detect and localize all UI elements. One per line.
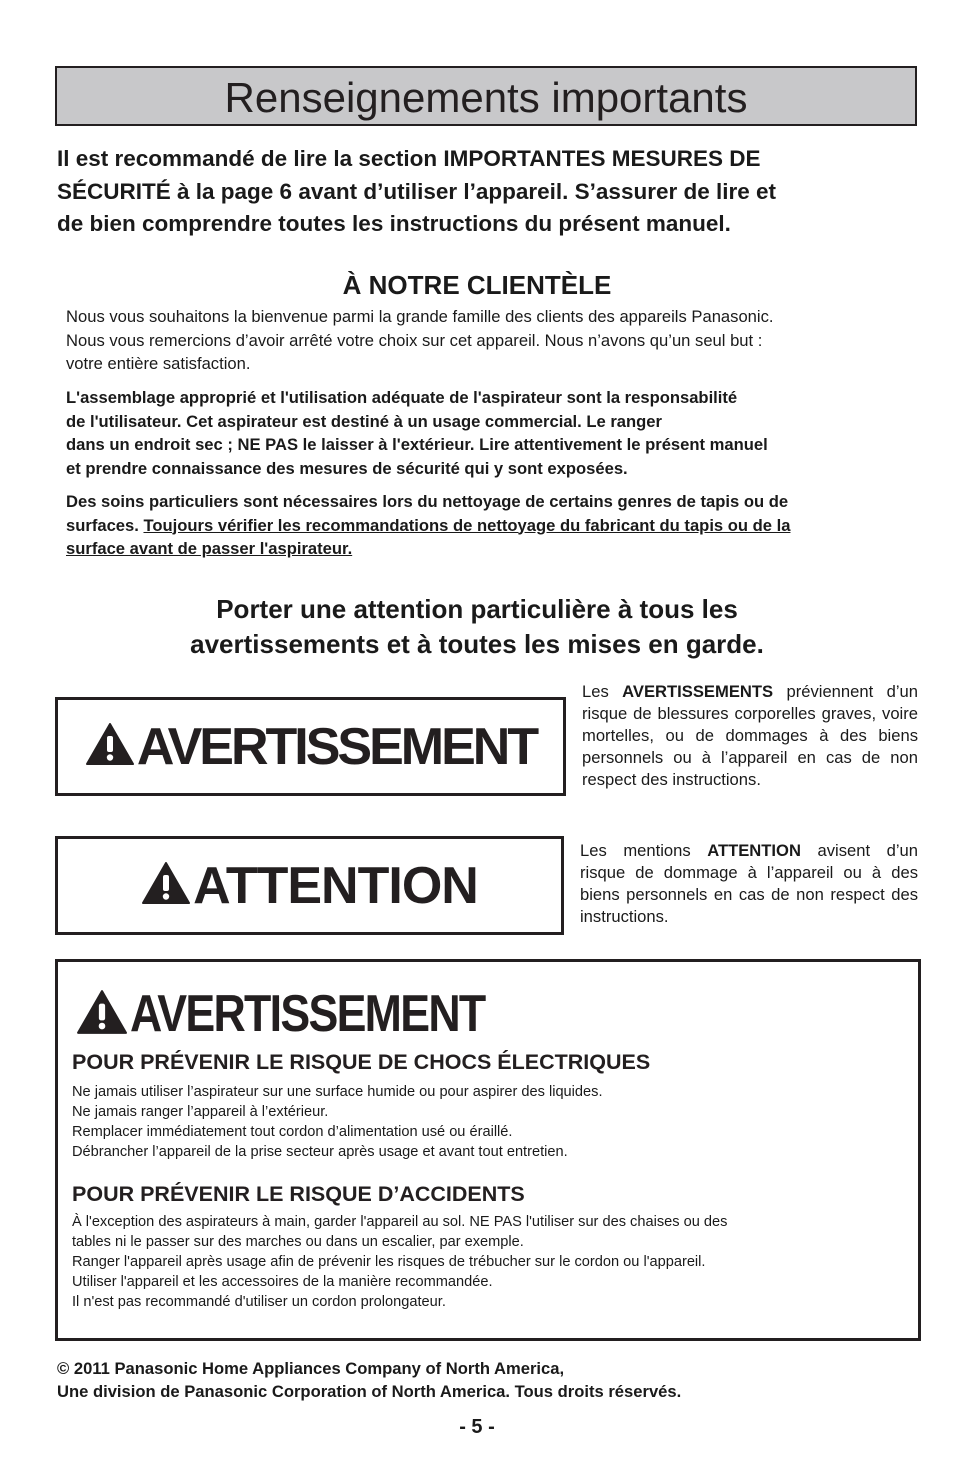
warning-description — [582, 681, 918, 791]
accidents-item: À l'exception des aspirateurs à main, garder l'appareil au sol. NE PAS l'utiliser sur des chaises ou des — [72, 1214, 728, 1230]
warning-desc-bold: AVERTISSEMENTS — [622, 682, 774, 701]
safety-warning-box — [55, 959, 921, 1341]
clientele-heading: À NOTRE CLIENTÈLE — [342, 270, 612, 300]
warning-sign-word: AVERTISSEMENT — [136, 717, 537, 776]
attention-heading — [0, 592, 954, 662]
warning-triangle-icon — [85, 722, 135, 771]
intro-line: Il est recommandé de lire la section IMPORTANTES MESURES DE — [57, 146, 761, 171]
assembly-line: L'assemblage approprié et l'utilisation adéquate de l'aspirateur sont la responsabilité — [66, 388, 738, 407]
warning-box-title-word: AVERTISSEMENT — [130, 985, 485, 1043]
accidents-item: Utiliser l'appareil et les accessoires de la manière recommandée. — [72, 1274, 493, 1290]
intro-line: de bien comprendre toutes les instructions du présent manuel. — [57, 211, 731, 236]
page-title: Renseignements importants — [224, 74, 748, 121]
intro-paragraph — [57, 143, 917, 241]
warning-sign — [55, 697, 566, 796]
warning-desc-text: préviennent d’un risque de blessures corporelles graves, voire mortelles, ou de dommages à des biens personnels ou à l’appareil en cas de non respect des instructions. — [582, 682, 918, 789]
care-line — [66, 514, 916, 538]
caution-description — [580, 840, 918, 928]
assembly-line: de l'utilisateur. Cet aspirateur est destiné à un usage commercial. Le ranger — [66, 411, 662, 431]
care-paragraph — [66, 490, 916, 561]
assembly-paragraph — [66, 386, 916, 480]
shock-item: Remplacer immédiatement tout cordon d’alimentation usé ou éraillé. — [72, 1124, 513, 1140]
accidents-item: Ranger l'appareil après usage afin de prévenir les risques de trébucher sur le cordon ou l'appareil. — [72, 1254, 706, 1270]
warning-triangle-icon — [141, 861, 191, 910]
care-plain-text: surfaces. — [66, 515, 144, 535]
caution-sign-word: ATTENTION — [193, 856, 478, 915]
shock-item: Ne jamais utiliser l’aspirateur sur une surface humide ou pour aspirer des liquides. — [72, 1084, 603, 1100]
warning-box-title — [76, 984, 542, 1044]
accidents-list — [72, 1212, 727, 1312]
warning-desc-prefix: Les — [582, 682, 623, 701]
caution-sign — [55, 836, 564, 935]
assembly-line: et prendre connaissance des mesures de sécurité qui y sont exposées. — [66, 458, 628, 478]
caution-desc-text: avisent d’un risque de dommage à l’appareil ou à des biens personnels en cas de non respect des instructions. — [580, 841, 919, 926]
care-line: Des soins particuliers sont nécessaires lors du nettoyage de certains genres de tapis ou de — [66, 492, 789, 511]
welcome-line: Nous vous souhaitons la bienvenue parmi la grande famille des clients des appareils Panasonic. — [66, 307, 774, 326]
caution-desc-bold: ATTENTION — [707, 841, 801, 860]
copyright-line: Une division de Panasonic Corporation of North America. Tous droits réservés. — [57, 1382, 682, 1401]
copyright-footer — [57, 1357, 681, 1403]
copyright-line: © 2011 Panasonic Home Appliances Company of North America, — [57, 1359, 565, 1378]
caution-desc-prefix: Les mentions — [580, 841, 708, 860]
accidents-item: tables ni le passer sur des marches ou dans un escalier, par exemple. — [72, 1234, 524, 1250]
shock-item: Ne jamais ranger l’appareil à l’extérieur. — [72, 1104, 329, 1120]
shock-list — [72, 1082, 603, 1162]
warning-triangle-icon — [76, 989, 128, 1040]
care-underlined-text: Toujours vérifier les recommandations de nettoyage du fabricant du tapis ou de la — [143, 515, 791, 535]
care-underlined-line: surface avant de passer l'aspirateur. — [66, 539, 353, 558]
attention-heading-line: Porter une attention particulière à tous les — [216, 594, 738, 624]
assembly-line: dans un endroit sec ; NE PAS le laisser à l'extérieur. Lire attentivement le présent manuel — [66, 435, 768, 454]
attention-heading-line: avertissements et à toutes les mises en garde. — [190, 629, 764, 659]
accidents-item: Il n'est pas recommandé d'utiliser un cordon prolongateur. — [72, 1294, 446, 1310]
welcome-line: votre entière satisfaction. — [66, 354, 251, 373]
welcome-paragraph — [66, 305, 916, 376]
shock-item: Débrancher l’appareil de la prise secteur après usage et avant tout entretien. — [72, 1144, 568, 1160]
intro-line: SÉCURITÉ à la page 6 avant d’utiliser l’appareil. S’assurer de lire et — [57, 178, 777, 204]
accidents-heading: POUR PRÉVENIR LE RISQUE D’ACCIDENTS — [72, 1182, 525, 1206]
shock-heading: POUR PRÉVENIR LE RISQUE DE CHOCS ÉLECTRIQUES — [72, 1050, 651, 1074]
welcome-line: Nous vous remercions d’avoir arrêté votre choix sur cet appareil. Nous n’avons qu’un seul but : — [66, 330, 763, 350]
title-bar — [55, 66, 917, 126]
page-number: - 5 - — [459, 1416, 495, 1438]
